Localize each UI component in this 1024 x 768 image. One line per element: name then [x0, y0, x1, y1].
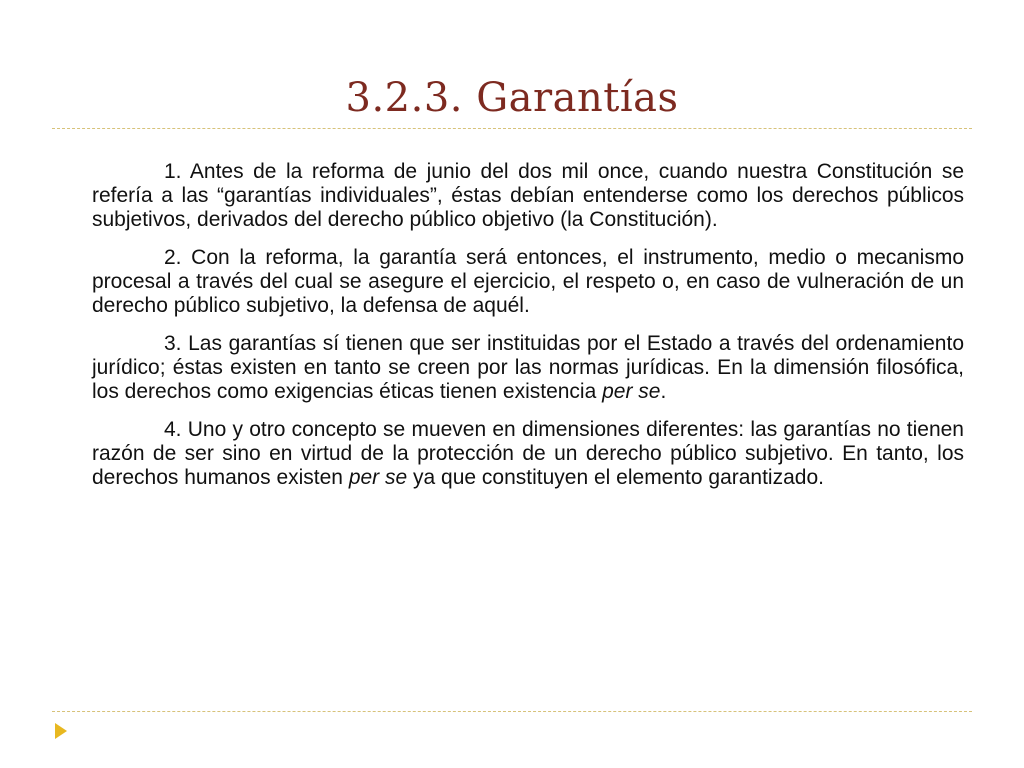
slide-title: 3.2.3. Garantías [345, 75, 679, 121]
paragraph-4-end: ya que constituyen el elemento garantizado. [407, 466, 824, 489]
paragraph-3-text: 3. Las garantías sí tienen que ser instituidas por el Estado a través del ordenamiento jurídico; éstas existen en tanto se creen por las normas jurídicas. En la dimensión filosófica, los derechos como exigencias éticas tienen existencia [92, 332, 964, 403]
paragraph-4 [92, 418, 964, 490]
paragraph-3-italic: per se [602, 380, 661, 403]
paragraph-1-text: 1. Antes de la reforma de junio del dos mil once, cuando nuestra Constitución se refería a las “garantías individuales”, éstas debían entenderse como los derechos públicos subjetivos, derivados del derecho público objetivo (la Constitución). [92, 160, 964, 231]
paragraph-1 [92, 160, 964, 232]
slide-body [92, 160, 964, 504]
paragraph-4-italic: per se [348, 466, 408, 489]
paragraph-3 [92, 332, 964, 404]
paragraph-2-text: 2. Con la reforma, la garantía será entonces, el instrumento, medio o mecanismo procesal a través del cual se asegure el ejercicio, el respeto o, en caso de vulneración de un derecho público subjetivo, la defensa de aquél. [92, 246, 964, 317]
paragraph-4-text: 4. Uno y otro concepto se mueven en dimensiones diferentes: las garantías no tienen razón de ser sino en virtud de la protección de un derecho público subjetivo. En tanto, los derechos humanos existen [92, 418, 964, 489]
footer-divider [52, 711, 972, 712]
title-divider [52, 128, 972, 129]
paragraph-2 [92, 246, 964, 318]
triangle-right-icon[interactable] [54, 722, 68, 740]
paragraph-3-end: . [660, 380, 667, 403]
